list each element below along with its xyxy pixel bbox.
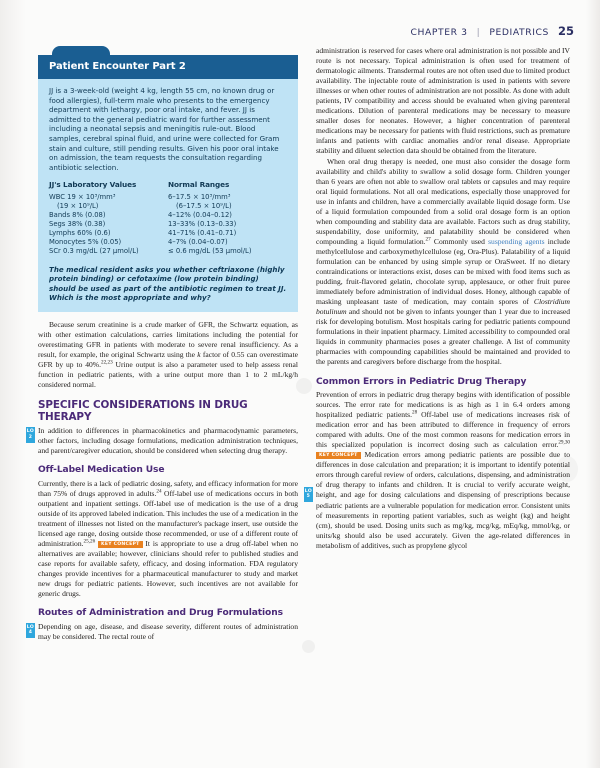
patient-encounter-title: Patient Encounter Part 2	[38, 55, 298, 79]
paragraph-serum-creatinine	[38, 320, 298, 390]
running-head-section: PEDIATRICS	[489, 27, 549, 38]
reference-marker: 27	[425, 236, 431, 243]
learning-objective-marker-2	[26, 427, 35, 442]
learning-objective-marker-4	[26, 623, 35, 638]
reference-marker: 29,30	[558, 439, 570, 446]
italic-organism-name: Clostridium botulinum	[315, 297, 570, 317]
table-row: Lymphs 60% (0.6)	[49, 229, 111, 238]
table-row: Bands 8% (0.08)	[49, 211, 106, 220]
table-row: (6–17.5 × 10⁹/L)	[175, 201, 232, 210]
paragraph-off-label	[38, 479, 298, 600]
glossary-term-suspending-agents[interactable]: suspending agents	[488, 236, 545, 246]
text-run: Because serum creatinine is a crude marker of GFR, the Schwartz equation, as with other estimation calculations, carries limitations including the potential for overestimating GFR in patients with moderate to severe renal insufficiency. As a result, for example, the original Schwartz using the	[38, 319, 298, 360]
paragraph-block-errors	[304, 390, 571, 551]
lo-label: LO	[26, 429, 35, 435]
heading-common-errors: Common Errors in Pediatric Drug Therapy	[315, 376, 527, 387]
text-run: include methylcellulose and carboxymethylcellulose (eg, Ora-Plus). Palatability of a liquid formulation can be enhanced by using simple syrup or OraSweet. If no dietary contraindications or interactions exist, doses can be mixed with food items such as pudding, fruit-flavored gelatin, chocolate syrup, applesauce, or other fruit puree immediately before administration of individual doses. Honey, although capable of masking unpleasant taste of medication, may contain spores of	[315, 236, 570, 307]
paragraph-block-specific	[26, 426, 298, 456]
heading-routes-of-administration: Routes of Administration and Drug Formulations	[38, 608, 283, 619]
text-run: and should not be given to infants younger than 1 year due to increased risk for developing botulism. Most hospitals caring for pediatric patients compound formulations in their inpatient pharmacy. Limited accessibility to compounded oral liquids in community pharmacies poses a greater challenge. A list of community pharmacies with compounding capabilities should be maintained and provided to the parents and caregivers before discharge from the hospital.	[315, 307, 570, 367]
page-number: 25	[557, 24, 574, 38]
reference-marker: 28	[412, 409, 418, 416]
normal-ranges-column	[168, 180, 287, 256]
table-row: Monocytes 5% (0.05)	[49, 238, 122, 247]
text-run: When oral drug therapy is needed, one must also consider the dosage form availability and child's ability to swallow a solid dosage form. Children younger than 6 years are often not able to swallow oral tablets or capsules and may require oral liquid formulations. Not all oral medications, especially those unapproved for use in infants and children, have a commercially available liquid dosage form. Use of a liquid formulation compounded from a solid oral dosage form is an option when compounding and stability data are available. Factors such as drug stability, suspendability, dose uniformity, and palatability should be considered when compounding a liquid formulation.	[315, 156, 570, 246]
lab-values-column	[49, 180, 168, 256]
patient-encounter-body	[38, 79, 298, 312]
patient-encounter-question: The medical resident asks you whether ceftriaxone (highly protein binding) or cefotaxime (low protein binding) should be used as part of the antibiotic regimen to treat JJ. Which is the most appropriate and why?	[49, 264, 287, 303]
text-run: It is appropriate to use a drug off-label when no alternatives are available; however, clinicians should refer to published studies and case reports for available safety, efficacy, and dosing information. FDA regulatory changes provide incentives for a pharmaceutical manufacturer to study and market new drugs for pediatric patients. However, such incentives are not available for generic drugs.	[38, 539, 298, 599]
key-concept-badge: KEY CONCEPT	[98, 541, 143, 549]
lo-number: 5	[306, 494, 311, 500]
heading-off-label-use: Off-Label Medication Use	[38, 465, 165, 476]
table-row: (19 × 10⁹/L)	[57, 201, 99, 210]
table-row: Segs 38% (0.38)	[49, 220, 106, 229]
running-head-separator: |	[476, 27, 481, 38]
reference-marker: 24	[156, 488, 162, 495]
patient-encounter-narrative: JJ is a 3-week-old (weight 4 kg, length 55 cm, no known drug or food allergies), full-term male who presents to the emergency department with lethargy, poor oral intake, and fever. JJ is admitted to the general pediatric ward for further assessment including a neonatal sepsis and meningitis rule-out. Blood samples, cerebral spinal fluid, and urine were collected for Gram stain and culture, still pending results. Given his poor oral intake on admission, the team requests the consultation regarding antibiotic selection.	[49, 86, 280, 172]
text-run: Medication errors among pediatric patients are possible due to differences in dose calculation and preparation; it is important to identify potential errors through careful review of orders, calculations, dispensing, and administration of drug therapy to infants and children. It is crucial to verify accurate weight, height, and age for dosing calculations and dispensing of prescriptions because pediatric patients are a vulnerable population for medication error. Consistent units of measurements in reporting patient variables, such as weight (kg) and height (cm), should be used. Dosing units such as mg/kg, mcg/kg, mEq/kg, mmol/kg, or units/kg should also be used accurately. Given the age-related differences in metabolism of additives, such as propylene glycol	[315, 450, 570, 550]
heading-specific-considerations: SPECIFIC CONSIDERATIONS IN DRUG THERAPY	[38, 399, 248, 424]
normal-ranges-header: Normal Ranges	[167, 180, 230, 190]
text-run: Urine output is also a parameter used to help assess renal function in pediatric patients, with a urine output more than 1 to 2 mL/kg/h considered normal.	[38, 360, 298, 390]
table-row: 13–33% (0.13–0.33)	[167, 220, 237, 229]
key-concept-badge: KEY CONCEPT	[316, 452, 361, 460]
table-row: 4–7% (0.04–0.07)	[167, 238, 228, 247]
table-row: 6–17.5 × 10³/mm³	[167, 192, 231, 201]
patient-encounter-box	[38, 46, 298, 312]
table-row: SCr 0.3 mg/dL (27 µmol/L)	[49, 247, 139, 256]
paragraph-block-routes	[26, 621, 298, 642]
paragraph-common-errors	[316, 390, 570, 551]
box-tab	[52, 46, 110, 55]
paragraph-administration-routes: administration is reserved for cases where oral administration is not possible and IV route is not necessary. Topical administration is often used for treatment of dermatologic ailments. Transdermal routes are not often used due to limited product availability. The injectable route of administration is used in patients with severe illnesses or when other routes of administration are not possible. As done with adult patients, IV compatibility and access should be evaluated when giving parenteral medications. Dilution of parenteral medications may be necessary to measure smaller doses for neonates. However, a higher concentration of parenteral medications may be necessary for patients with fluid restrictions, such as premature infants and patients with cardiac anomalies and/or renal disease. Appropriate stability and diluent selection data should be obtained from the literature.	[315, 46, 570, 156]
right-column	[304, 46, 571, 760]
lab-values-header: JJ's Laboratory Values	[49, 180, 137, 190]
running-head	[411, 24, 575, 38]
two-column-layout	[26, 46, 571, 760]
lo-label: LO	[304, 489, 313, 494]
paragraph-routes: Depending on age, disease, and disease severity, different routes of administration may be considered. The rectal route of	[38, 621, 298, 641]
text-run: Currently, there is a lack of pediatric dosing, safety, and efficacy information for more than 75% of drugs approved in adults.	[38, 478, 298, 498]
left-column	[26, 46, 298, 760]
paragraph-specific-considerations: In addition to differences in pharmacokinetics and pharmacodynamic parameters, other factors, including dosage formulations, medication administration techniques, and parent/caregiver education, should be considered when selecting drug therapy.	[38, 426, 298, 456]
lo-number: 2	[28, 434, 33, 440]
lo-label: LO	[26, 624, 35, 630]
table-row: 4–12% (0.04–0.12)	[167, 211, 232, 220]
lab-values-table	[49, 180, 287, 256]
text-run: Prevention of errors in pediatric drug therapy begins with identification of possible sources. The error rate for medications is as high as 1 in 6.4 orders among hospitalized pediatric patients.	[315, 390, 570, 420]
text-run: Off-label use of medications increases risk of medication error and has been attributed to difference in frequency of errors compared with adults. One of the most common reasons for medication errors in this specialized population is incorrect dosing such as calculation error.	[315, 410, 571, 450]
reference-marker: 25,26	[83, 538, 96, 545]
table-row: WBC 19 × 10³/mm³	[49, 192, 116, 201]
lo-number: 4	[28, 630, 33, 636]
reference-marker: 22,23	[100, 359, 113, 366]
table-row: ≤ 0.6 mg/dL (53 µmol/L)	[167, 247, 252, 256]
text-run: Off-label use of medications occurs in both outpatient and inpatient settings. Off-label use of medication is the use of a drug outside of its approved labeled indication. This includes the use of a medication in the treatment of illnesses not listed on the manufacturer's package insert, use outside the licensed age range, dosing outside those recommended, or use of a different route of administration.	[38, 488, 298, 549]
italic-k-factor: k	[197, 350, 201, 360]
text-run: factor of 0.55 can overestimate GFR by up to 40%.	[38, 350, 298, 370]
table-row: 41–71% (0.41–0.71)	[167, 229, 237, 238]
learning-objective-marker-5	[304, 487, 313, 502]
paragraph-oral-therapy	[316, 157, 570, 368]
text-run: Commonly used	[430, 236, 489, 246]
running-head-chapter: CHAPTER 3	[410, 27, 468, 38]
